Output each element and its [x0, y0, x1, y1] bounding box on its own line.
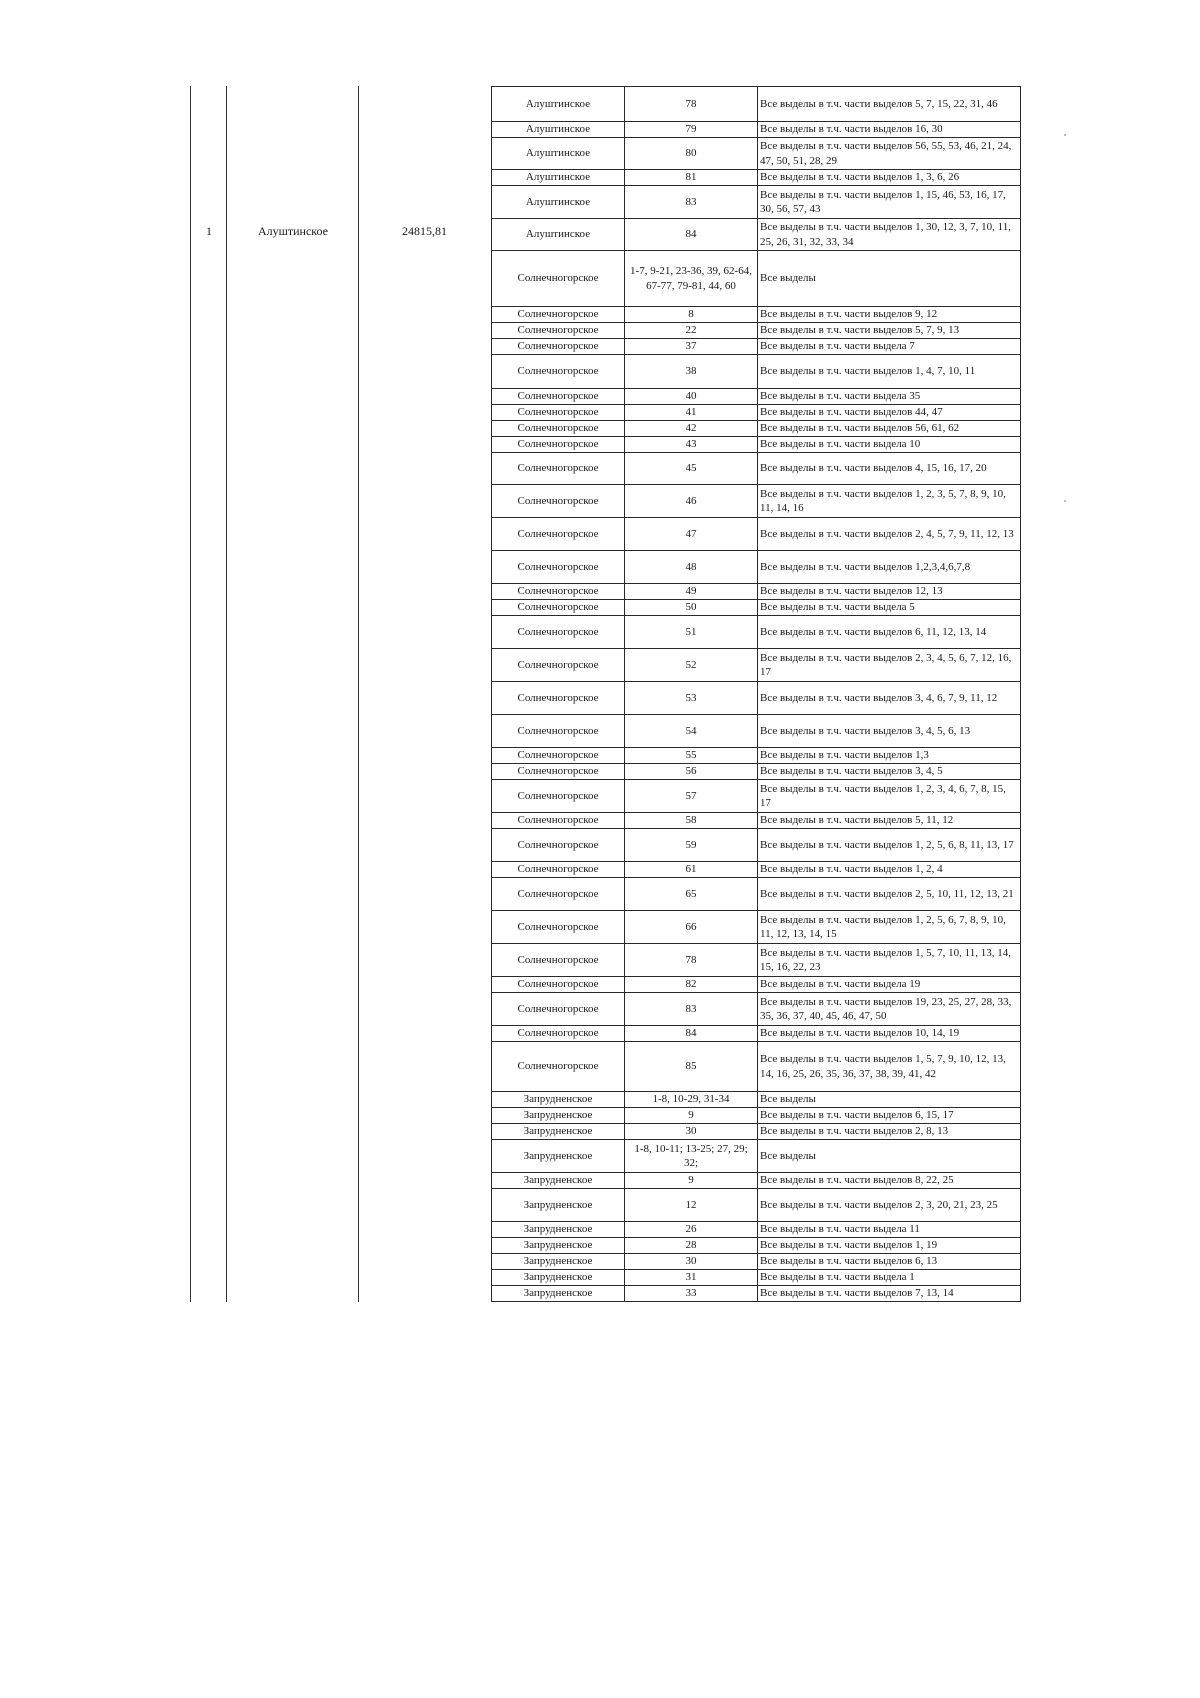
plots-cell: Все выделы в т.ч. части выделов 56, 61, 62: [758, 421, 1021, 437]
plots-cell: Все выделы в т.ч. части выделов 2, 3, 20, 21, 23, 25: [758, 1189, 1021, 1222]
table-row: [492, 1238, 1021, 1254]
forestry-cell: Алуштинское: [492, 122, 625, 138]
quarter-cell: 12: [625, 1189, 758, 1222]
table-body: [492, 87, 1021, 1302]
quarter-cell: 81: [625, 170, 758, 186]
plots-cell: Все выделы в т.ч. части выделов 1,3: [758, 748, 1021, 764]
plots-cell: Все выделы в т.ч. части выделов 2, 4, 5, 7, 9, 11, 12, 13: [758, 518, 1021, 551]
forestry-cell: Солнечногорское: [492, 355, 625, 389]
table-row: [492, 323, 1021, 339]
forestry-cell: Солнечногорское: [492, 878, 625, 911]
plots-cell: Все выделы в т.ч. части выделов 4, 15, 16, 17, 20: [758, 453, 1021, 485]
quarter-cell: 85: [625, 1042, 758, 1092]
quarter-cell: 1-8, 10-11; 13-25; 27, 29; 32;: [625, 1140, 758, 1173]
quarter-cell: 1-7, 9-21, 23-36, 39, 62-64, 67-77, 79-81, 44, 60: [625, 251, 758, 307]
table-row: [492, 1173, 1021, 1189]
plots-cell: Все выделы в т.ч. части выделов 2, 8, 13: [758, 1124, 1021, 1140]
plots-cell: Все выделы в т.ч. части выделов 12, 13: [758, 584, 1021, 600]
plots-cell: Все выделы в т.ч. части выдела 1: [758, 1270, 1021, 1286]
table-row: [492, 584, 1021, 600]
table-row: [492, 1189, 1021, 1222]
forestry-cell: Солнечногорское: [492, 600, 625, 616]
quarter-cell: 50: [625, 600, 758, 616]
quarter-cell: 78: [625, 87, 758, 122]
table-row: [492, 219, 1021, 251]
quarter-cell: 41: [625, 405, 758, 421]
plots-cell: Все выделы в т.ч. части выделов 44, 47: [758, 405, 1021, 421]
plots-cell: Все выделы: [758, 1140, 1021, 1173]
plots-cell: Все выделы в т.ч. части выделов 2, 3, 4, 5, 6, 7, 12, 16, 17: [758, 649, 1021, 682]
forestry-cell: Солнечногорское: [492, 829, 625, 862]
table-row: [492, 1092, 1021, 1108]
forestry-cell: Запрудненское: [492, 1286, 625, 1302]
plots-cell: Все выделы в т.ч. части выделов 6, 15, 17: [758, 1108, 1021, 1124]
table-row: [492, 715, 1021, 748]
plots-cell: Все выделы в т.ч. части выделов 1, 2, 3, 5, 7, 8, 9, 10, 11, 14, 16: [758, 485, 1021, 518]
table-border-line: [190, 86, 191, 1302]
table-row: [492, 518, 1021, 551]
quarter-cell: 33: [625, 1286, 758, 1302]
quarter-cell: 26: [625, 1222, 758, 1238]
plots-cell: Все выделы в т.ч. части выделов 1, 5, 7, 10, 11, 13, 14, 15, 16, 22, 23: [758, 944, 1021, 977]
plots-cell: Все выделы в т.ч. части выделов 1,2,3,4,6,7,8: [758, 551, 1021, 584]
plots-cell: Все выделы в т.ч. части выделов 1, 5, 7, 9, 10, 12, 13, 14, 16, 25, 26, 35, 36, 37, 38, 39, 41, 42: [758, 1042, 1021, 1092]
quarter-cell: 51: [625, 616, 758, 649]
forestry-cell: Солнечногорское: [492, 453, 625, 485]
table-row: [492, 1254, 1021, 1270]
forestry-cell: Запрудненское: [492, 1124, 625, 1140]
plots-cell: Все выделы в т.ч. части выделов 6, 13: [758, 1254, 1021, 1270]
plots-cell: Все выделы в т.ч. части выдела 5: [758, 600, 1021, 616]
table-row: [492, 551, 1021, 584]
table-row: [492, 122, 1021, 138]
table-row: [492, 437, 1021, 453]
plots-cell: Все выделы в т.ч. части выдела 11: [758, 1222, 1021, 1238]
quarter-cell: 30: [625, 1254, 758, 1270]
quarter-cell: 57: [625, 780, 758, 813]
forestry-cell: Солнечногорское: [492, 682, 625, 715]
table-row: [492, 405, 1021, 421]
forestry-cell: Солнечногорское: [492, 518, 625, 551]
quarter-cell: 84: [625, 1026, 758, 1042]
forestry-cell: Солнечногорское: [492, 780, 625, 813]
scan-artifact: [1064, 134, 1066, 136]
forestry-cell: Солнечногорское: [492, 421, 625, 437]
plots-cell: Все выделы в т.ч. части выделов 6, 11, 12, 13, 14: [758, 616, 1021, 649]
forestry-cell: Запрудненское: [492, 1140, 625, 1173]
quarter-cell: 65: [625, 878, 758, 911]
quarter-cell: 59: [625, 829, 758, 862]
forestry-cell: Алуштинское: [492, 87, 625, 122]
plots-cell: Все выделы в т.ч. части выделов 1, 2, 4: [758, 862, 1021, 878]
plots-cell: Все выделы в т.ч. части выделов 1, 2, 3, 4, 6, 7, 8, 15, 17: [758, 780, 1021, 813]
plots-cell: Все выделы в т.ч. части выделов 1, 15, 46, 53, 16, 17, 30, 56, 57, 43: [758, 186, 1021, 219]
table-row: [492, 307, 1021, 323]
forestry-cell: Солнечногорское: [492, 485, 625, 518]
quarter-cell: 9: [625, 1108, 758, 1124]
quarter-cell: 22: [625, 323, 758, 339]
forestry-cell: Солнечногорское: [492, 993, 625, 1026]
quarter-cell: 9: [625, 1173, 758, 1189]
quarter-cell: 31: [625, 1270, 758, 1286]
area-cell: 24815,81: [402, 224, 447, 238]
table-row: [492, 485, 1021, 518]
table-row: [492, 1270, 1021, 1286]
forestry-name-cell: Алуштинское: [258, 224, 329, 238]
quarter-cell: 47: [625, 518, 758, 551]
plots-cell: Все выделы: [758, 1092, 1021, 1108]
plots-cell: Все выделы в т.ч. части выдела 19: [758, 977, 1021, 993]
forestry-cell: Солнечногорское: [492, 323, 625, 339]
quarter-cell: 78: [625, 944, 758, 977]
quarter-cell: 49: [625, 584, 758, 600]
quarter-cell: 56: [625, 764, 758, 780]
quarter-cell: 84: [625, 219, 758, 251]
table-row: [492, 993, 1021, 1026]
plots-cell: Все выделы в т.ч. части выделов 1, 3, 6, 26: [758, 170, 1021, 186]
forestry-cell: Солнечногорское: [492, 649, 625, 682]
forestry-cell: Запрудненское: [492, 1222, 625, 1238]
forestry-cell: Солнечногорское: [492, 437, 625, 453]
plots-cell: Все выделы в т.ч. части выделов 1, 2, 5, 6, 7, 8, 9, 10, 11, 12, 13, 14, 15: [758, 911, 1021, 944]
forestry-cell: Алуштинское: [492, 138, 625, 170]
forestry-cell: Солнечногорское: [492, 551, 625, 584]
plots-cell: Все выделы в т.ч. части выделов 1, 4, 7, 10, 11: [758, 355, 1021, 389]
forestry-cell: Солнечногорское: [492, 911, 625, 944]
forestry-cell: Солнечногорское: [492, 1042, 625, 1092]
plots-cell: Все выделы в т.ч. части выделов 8, 22, 25: [758, 1173, 1021, 1189]
quarter-cell: 28: [625, 1238, 758, 1254]
forestry-cell: Солнечногорское: [492, 748, 625, 764]
table-row: [492, 339, 1021, 355]
forest-plots-table: [491, 86, 1021, 1302]
forestry-cell: Солнечногорское: [492, 813, 625, 829]
table-row: [492, 138, 1021, 170]
plots-cell: Все выделы в т.ч. части выделов 1, 30, 12, 3, 7, 10, 11, 25, 26, 31, 32, 33, 34: [758, 219, 1021, 251]
quarter-cell: 83: [625, 993, 758, 1026]
forestry-cell: Запрудненское: [492, 1173, 625, 1189]
plots-cell: Все выделы в т.ч. части выделов 10, 14, 19: [758, 1026, 1021, 1042]
table-row: [492, 251, 1021, 307]
plots-cell: Все выделы в т.ч. части выделов 3, 4, 5: [758, 764, 1021, 780]
forestry-cell: Солнечногорское: [492, 307, 625, 323]
plots-cell: Все выделы в т.ч. части выделов 7, 13, 14: [758, 1286, 1021, 1302]
forestry-cell: Солнечногорское: [492, 764, 625, 780]
forestry-cell: Солнечногорское: [492, 715, 625, 748]
quarter-cell: 8: [625, 307, 758, 323]
plots-cell: Все выделы в т.ч. части выделов 3, 4, 5, 6, 13: [758, 715, 1021, 748]
plots-cell: Все выделы в т.ч. части выделов 56, 55, 53, 46, 21, 24, 47, 50, 51, 28, 29: [758, 138, 1021, 170]
forestry-cell: Алуштинское: [492, 170, 625, 186]
quarter-cell: 1-8, 10-29, 31-34: [625, 1092, 758, 1108]
plots-cell: Все выделы: [758, 251, 1021, 307]
forestry-cell: Запрудненское: [492, 1189, 625, 1222]
quarter-cell: 46: [625, 485, 758, 518]
table-row: [492, 878, 1021, 911]
forestry-cell: Запрудненское: [492, 1254, 625, 1270]
table-row: [492, 813, 1021, 829]
table-row: [492, 682, 1021, 715]
table-row: [492, 355, 1021, 389]
quarter-cell: 43: [625, 437, 758, 453]
scan-artifact: [1064, 500, 1066, 502]
table-row: [492, 1108, 1021, 1124]
plots-cell: Все выделы в т.ч. части выделов 9, 12: [758, 307, 1021, 323]
quarter-cell: 40: [625, 389, 758, 405]
quarter-cell: 54: [625, 715, 758, 748]
table-row: [492, 977, 1021, 993]
forestry-cell: Солнечногорское: [492, 616, 625, 649]
plots-cell: Все выделы в т.ч. части выдела 10: [758, 437, 1021, 453]
quarter-cell: 58: [625, 813, 758, 829]
forestry-cell: Солнечногорское: [492, 944, 625, 977]
table-row: [492, 911, 1021, 944]
quarter-cell: 80: [625, 138, 758, 170]
quarter-cell: 79: [625, 122, 758, 138]
forestry-cell: Алуштинское: [492, 186, 625, 219]
table-row: [492, 453, 1021, 485]
table-row: [492, 649, 1021, 682]
table-row: [492, 862, 1021, 878]
plots-cell: Все выделы в т.ч. части выделов 5, 11, 12: [758, 813, 1021, 829]
quarter-cell: 53: [625, 682, 758, 715]
plots-cell: Все выделы в т.ч. части выделов 2, 5, 10, 11, 12, 13, 21: [758, 878, 1021, 911]
plots-cell: Все выделы в т.ч. части выдела 7: [758, 339, 1021, 355]
quarter-cell: 42: [625, 421, 758, 437]
quarter-cell: 66: [625, 911, 758, 944]
quarter-cell: 61: [625, 862, 758, 878]
table-row: [492, 170, 1021, 186]
table-row: [492, 1286, 1021, 1302]
table-row: [492, 600, 1021, 616]
table-row: [492, 389, 1021, 405]
forestry-cell: Запрудненское: [492, 1270, 625, 1286]
plots-cell: Все выделы в т.ч. части выделов 1, 2, 5, 6, 8, 11, 13, 17: [758, 829, 1021, 862]
plots-cell: Все выделы в т.ч. части выделов 3, 4, 6, 7, 9, 11, 12: [758, 682, 1021, 715]
table-border-line: [226, 86, 227, 1302]
quarter-cell: 83: [625, 186, 758, 219]
table-row: [492, 944, 1021, 977]
quarter-cell: 48: [625, 551, 758, 584]
table-row: [492, 780, 1021, 813]
forestry-cell: Солнечногорское: [492, 584, 625, 600]
forestry-cell: Запрудненское: [492, 1108, 625, 1124]
row-number: 1: [206, 224, 212, 238]
quarter-cell: 45: [625, 453, 758, 485]
quarter-cell: 38: [625, 355, 758, 389]
quarter-cell: 52: [625, 649, 758, 682]
plots-cell: Все выделы в т.ч. части выдела 35: [758, 389, 1021, 405]
forestry-cell: Солнечногорское: [492, 1026, 625, 1042]
quarter-cell: 30: [625, 1124, 758, 1140]
plots-cell: Все выделы в т.ч. части выделов 5, 7, 15, 22, 31, 46: [758, 87, 1021, 122]
forestry-cell: Запрудненское: [492, 1092, 625, 1108]
forestry-cell: Солнечногорское: [492, 977, 625, 993]
table-row: [492, 829, 1021, 862]
forestry-cell: Солнечногорское: [492, 862, 625, 878]
forestry-cell: Солнечногорское: [492, 251, 625, 307]
forestry-cell: Солнечногорское: [492, 405, 625, 421]
table-row: [492, 186, 1021, 219]
forestry-cell: Солнечногорское: [492, 339, 625, 355]
table-border-line: [358, 86, 359, 1302]
table-row: [492, 87, 1021, 122]
plots-cell: Все выделы в т.ч. части выделов 19, 23, 25, 27, 28, 33, 35, 36, 37, 40, 45, 46, 47, 50: [758, 993, 1021, 1026]
forestry-cell: Запрудненское: [492, 1238, 625, 1254]
table-row: [492, 421, 1021, 437]
table-row: [492, 764, 1021, 780]
forestry-cell: Алуштинское: [492, 219, 625, 251]
plots-cell: Все выделы в т.ч. части выделов 1, 19: [758, 1238, 1021, 1254]
quarter-cell: 82: [625, 977, 758, 993]
table-row: [492, 616, 1021, 649]
table-row: [492, 748, 1021, 764]
table-row: [492, 1222, 1021, 1238]
table-row: [492, 1042, 1021, 1092]
plots-cell: Все выделы в т.ч. части выделов 5, 7, 9, 13: [758, 323, 1021, 339]
table-row: [492, 1124, 1021, 1140]
table-row: [492, 1026, 1021, 1042]
table-row: [492, 1140, 1021, 1173]
quarter-cell: 37: [625, 339, 758, 355]
forestry-cell: Солнечногорское: [492, 389, 625, 405]
quarter-cell: 55: [625, 748, 758, 764]
plots-cell: Все выделы в т.ч. части выделов 16, 30: [758, 122, 1021, 138]
